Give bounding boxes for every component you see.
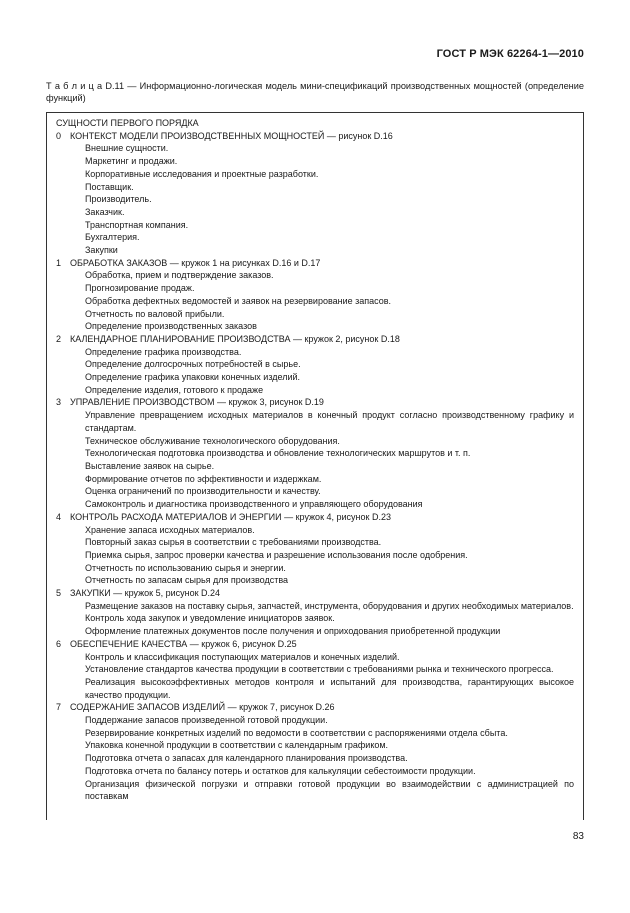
section-title-text: СОДЕРЖАНИЕ ЗАПАСОВ ИЗДЕЛИЙ — кружок 7, рисунок D.26 bbox=[70, 702, 335, 713]
list-item: Реализация высокоэффективных методов контроля и испытаний для производства, гарантирующих высокое качество продукции. bbox=[85, 676, 574, 700]
list-item: Бухгалтерия. bbox=[85, 232, 140, 243]
list-item: Прогнозирование продаж. bbox=[85, 283, 195, 294]
section-title bbox=[56, 511, 574, 524]
section-title-text: КОНТЕКСТ МОДЕЛИ ПРОИЗВОДСТВЕННЫХ МОЩНОСТЕЙ — рисунок D.16 bbox=[70, 130, 393, 141]
list-item: Отчетность по использованию сырья и энергии. bbox=[85, 562, 286, 573]
section-title-text: ОБРАБОТКА ЗАКАЗОВ — кружок 1 на рисунках D.16 и D.17 bbox=[70, 257, 321, 268]
list-item: Определение графика производства. bbox=[85, 346, 242, 357]
section-title-text: ОБЕСПЕЧЕНИЕ КАЧЕСТВА — кружок 6, рисунок D.25 bbox=[70, 638, 297, 649]
list-item: Производитель. bbox=[85, 194, 152, 205]
section-number: 6 bbox=[56, 638, 62, 649]
table-box bbox=[46, 112, 584, 820]
section-title bbox=[56, 130, 574, 143]
section-number: 2 bbox=[56, 333, 62, 344]
list-item: Оценка ограничений по производительности и качеству. bbox=[85, 486, 321, 497]
list-item: Определение графика упаковки конечных изделий. bbox=[85, 372, 301, 383]
list-item: Резервирование конкретных изделий по ведомости в соответствии с распоряжениями отдела сбыта. bbox=[85, 727, 508, 738]
section-number: 3 bbox=[56, 397, 62, 408]
list-item: Хранение запаса исходных материалов. bbox=[85, 524, 255, 535]
list-item: Отчетность по валовой прибыли. bbox=[85, 308, 225, 319]
list-item: Управление превращением исходных материалов в конечный продукт согласно производственному графику и стандартам. bbox=[85, 410, 574, 433]
section-number: 0 bbox=[56, 130, 62, 141]
list-item: Обработка, прием и подтверждение заказов. bbox=[85, 270, 274, 281]
section-number: 1 bbox=[56, 257, 62, 268]
list-item: Заказчик. bbox=[85, 206, 125, 217]
list-item: Оформление платежных документов после получения и оприходования приобретенной продукции bbox=[85, 626, 501, 637]
list-item: Определение долгосрочных потребностей в сырье. bbox=[85, 359, 301, 370]
page-number: 83 bbox=[572, 831, 584, 842]
list-item: Отчетность по запасам сырья для производства bbox=[85, 575, 289, 586]
document-header: ГОСТ Р МЭК 62264-1—2010 bbox=[436, 48, 584, 60]
section-title-text: КОНТРОЛЬ РАСХОДА МАТЕРИАЛОВ И ЭНЕРГИИ — кружок 4, рисунок D.23 bbox=[70, 511, 391, 522]
list-item: Самоконтроль и диагностика производственного и управляющего оборудования bbox=[85, 499, 423, 510]
list-item: Маркетинг и продажи. bbox=[85, 156, 178, 167]
list-item: Транспортная компания. bbox=[85, 219, 189, 230]
section-title bbox=[56, 701, 574, 714]
list-item: Повторный заказ сырья в соответствии с требованиями производства. bbox=[85, 537, 382, 548]
list-item: Обработка дефектных ведомостей и заявок на резервирование запасов. bbox=[85, 295, 392, 306]
list-item: Формирование отчетов по эффективности и издержкам. bbox=[85, 473, 322, 484]
list-item: Организация физической погрузки и отправки готовой продукции во взаимодействии с администрацией по поставкам bbox=[85, 778, 574, 802]
table-content bbox=[56, 117, 574, 803]
list-item: Контроль хода закупок и уведомление инициаторов заявок. bbox=[85, 613, 335, 624]
section-title bbox=[56, 333, 574, 346]
list-item: Техническое обслуживание технологического оборудования. bbox=[85, 435, 340, 446]
section-title-text: КАЛЕНДАРНОЕ ПЛАНИРОВАНИЕ ПРОИЗВОДСТВА — кружок 2, рисунок D.18 bbox=[70, 333, 400, 344]
list-item: Определение производственных заказов bbox=[85, 321, 257, 332]
table-heading: СУЩНОСТИ ПЕРВОГО ПОРЯДКА bbox=[56, 118, 199, 128]
list-item: Подготовка отчета о запасах для календарного планирования производства. bbox=[85, 753, 408, 764]
section-title-text: УПРАВЛЕНИЕ ПРОИЗВОДСТВОМ — кружок 3, рисунок D.19 bbox=[70, 397, 324, 408]
table-caption: Т а б л и ц а D.11 — Информационно-логическая модель мини-спецификаций производственных мощностей (определение функций) bbox=[46, 81, 584, 103]
list-item: Упаковка конечной продукции в соответствии с календарным графиком. bbox=[85, 740, 389, 751]
list-item: Подготовка отчета по балансу потерь и остатков для калькуляции себестоимости продукции. bbox=[85, 765, 476, 776]
list-item: Поддержание запасов произведенной готовой продукции. bbox=[85, 715, 328, 726]
list-item: Поставщик. bbox=[85, 181, 134, 192]
list-item: Установление стандартов качества продукции в соответствии с требованиями рынка и технического прогресса. bbox=[85, 664, 554, 675]
section-title bbox=[56, 587, 574, 600]
list-item: Контроль и классификация поступающих материалов и конечных изделий. bbox=[85, 651, 400, 662]
section-title-text: ЗАКУПКИ — кружок 5, рисунок D.24 bbox=[70, 588, 221, 599]
list-item: Определение изделия, готового к продаже bbox=[85, 384, 264, 395]
list-item: Корпоративные исследования и проектные разработки. bbox=[85, 168, 319, 179]
section-number: 7 bbox=[56, 702, 62, 713]
list-item: Технологическая подготовка производства и обновление технологических маршрутов и т. п. bbox=[85, 448, 471, 459]
list-item: Внешние сущности. bbox=[85, 143, 169, 154]
list-item: Закупки bbox=[85, 245, 118, 256]
section-title bbox=[56, 257, 574, 270]
section-number: 4 bbox=[56, 511, 62, 522]
list-item: Приемка сырья, запрос проверки качества и разрешение использования после одобрения. bbox=[85, 549, 468, 560]
list-item: Выставление заявок на сырье. bbox=[85, 460, 215, 471]
list-item: Размещение заказов на поставку сырья, запчастей, инструмента, оборудования и других необходимых материалов. bbox=[85, 600, 574, 611]
section-number: 5 bbox=[56, 588, 62, 599]
section-title bbox=[56, 396, 574, 409]
section-title bbox=[56, 638, 574, 651]
